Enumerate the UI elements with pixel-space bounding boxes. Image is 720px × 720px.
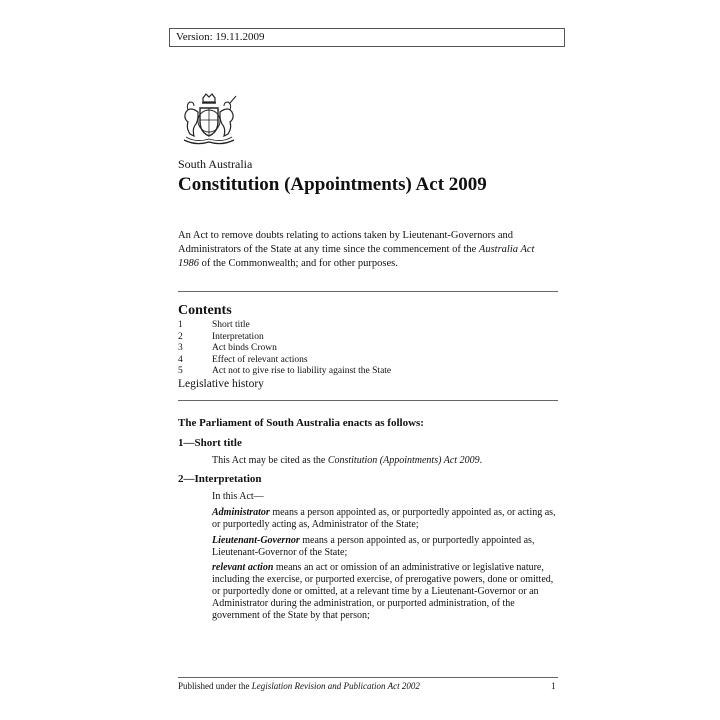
footer-divider <box>178 677 558 678</box>
coat-of-arms-icon <box>178 92 240 148</box>
toc-item[interactable] <box>178 355 391 367</box>
jurisdiction-label: South Australia <box>178 157 253 171</box>
footer-prefix: Published under the <box>178 681 252 691</box>
section-2-intro: In this Act— <box>212 491 264 502</box>
definition-administrator <box>212 507 558 531</box>
contents-heading: Contents <box>178 303 232 318</box>
page-number: 1 <box>551 681 556 691</box>
toc-item-number: 5 <box>178 366 183 376</box>
section-1-heading: 1—Short title <box>178 437 242 449</box>
section-1-act-name: Constitution (Appointments) Act 2009 <box>327 455 480 466</box>
definition-term: Lieutenant-Governor <box>212 535 300 546</box>
toc-item-label: Act binds Crown <box>212 343 277 353</box>
toc-item[interactable] <box>178 343 391 355</box>
definition-text: means a person appointed as, or purportedly appointed as, Lieutenant-Governor of the State; <box>212 535 535 558</box>
toc-item-number: 4 <box>178 354 183 365</box>
section-1-text-start: This Act may be cited as the <box>212 455 328 466</box>
footer-publication <box>178 681 420 691</box>
table-of-contents <box>178 320 391 378</box>
toc-item[interactable] <box>178 366 391 378</box>
definition-relevant-action <box>212 562 558 622</box>
toc-item-label: Interpretation <box>212 331 264 342</box>
divider-bottom <box>178 400 558 401</box>
long-title-italic: Australia Act 1986 <box>178 244 535 269</box>
definition-text: means a person appointed as, or purportedly appointed as, or acting as, or purportedly acting as, Administrator of the State; <box>212 507 556 530</box>
toc-item-number: 3 <box>178 343 183 353</box>
section-2-heading: 2—Interpretation <box>178 473 262 485</box>
long-title-text-end: of the Commonwealth; and for other purposes. <box>199 258 398 269</box>
long-title-text: An Act to remove doubts relating to actions taken by Lieutenant-Governors and Administrators of the State at any time since the commencement of the <box>178 230 514 255</box>
legislative-history-link[interactable]: Legislative history <box>178 378 264 390</box>
version-box <box>169 28 565 47</box>
definition-term: relevant action <box>212 562 274 573</box>
toc-item-number: 1 <box>178 320 183 330</box>
section-1-text-end: . <box>479 455 483 466</box>
divider-top <box>178 291 558 292</box>
long-title <box>178 229 558 271</box>
toc-item[interactable] <box>178 332 391 344</box>
footer-act-name: Legislation Revision and Publication Act 2002 <box>251 681 420 691</box>
section-1-text <box>212 455 558 467</box>
toc-item-number: 2 <box>178 331 183 342</box>
definition-text: means an act or omission of an administrative or legislative nature, including the exercise, or purported exercise, of prerogative powers, done or omitted, or purportedly done or omitted, at a relevant time by a Lieutenant-Governor or an Administrator during the administration, or purported administration, of the government of the State by that person; <box>212 562 554 621</box>
enacting-words: The Parliament of South Australia enacts as follows: <box>178 417 424 429</box>
toc-item[interactable] <box>178 320 391 332</box>
definition-term: Administrator <box>212 507 270 518</box>
toc-item-label: Short title <box>212 320 250 330</box>
definition-lieutenant-governor <box>212 535 558 559</box>
act-title: Constitution (Appointments) Act 2009 <box>178 174 487 195</box>
toc-item-label: Effect of relevant actions <box>212 354 308 365</box>
toc-item-label: Act not to give rise to liability against the State <box>212 366 392 376</box>
version-text: Version: 19.11.2009 <box>176 31 265 43</box>
